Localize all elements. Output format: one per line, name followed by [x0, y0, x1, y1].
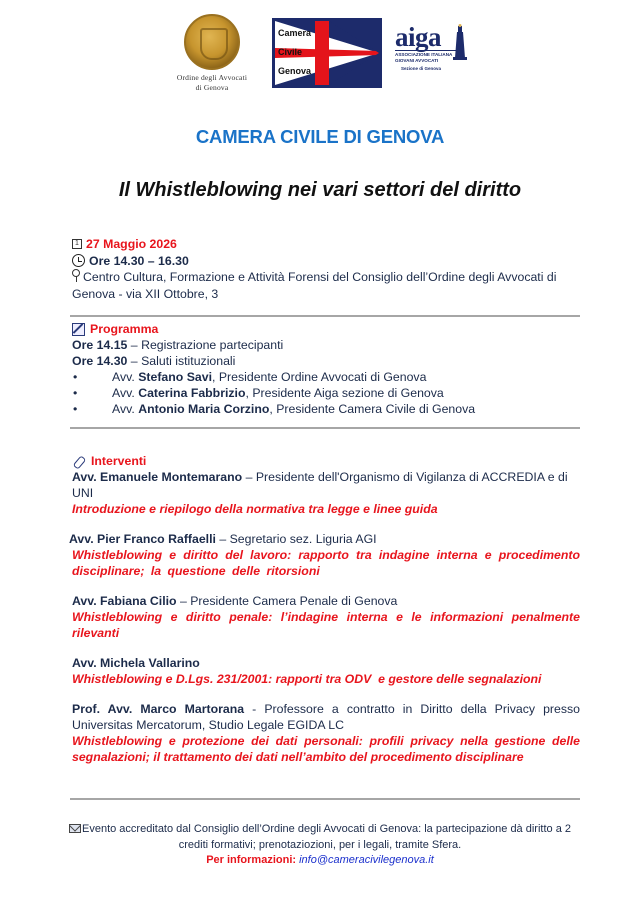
talk-topic: Introduzione e riepilogo della normativa tra legge e linee guida	[72, 502, 438, 516]
speaker-block	[72, 593, 580, 641]
speaker-line: Avv. Michela Vallarino	[72, 656, 200, 670]
speaker-line: Avv. Pier Franco Raffaelli – Segretario sez. Liguria AGI	[69, 532, 377, 546]
divider	[70, 315, 580, 317]
bullet-icon	[72, 369, 112, 385]
ordine-seal-icon	[184, 14, 240, 70]
event-info	[72, 236, 592, 302]
contact-line: Per informazioni: info@cameracivilegenova.it	[206, 854, 434, 866]
schedule-item: Ore 14.30 – Saluti istituzionali	[72, 354, 236, 368]
bullet-icon	[72, 401, 112, 417]
pin-icon	[72, 269, 80, 281]
accreditation-note: Evento accreditato dal Consiglio dell’Ordine degli Avvocati di Genova: la partecipazione dà diritto a 2 crediti formativi; prenotaziozioni, per i legali, tramite Sfera.	[60, 822, 580, 853]
talk-topic: Whistleblowing e diritto penale: l’indagine interna e le informazioni penalmente rilevanti	[72, 610, 580, 640]
aiga-subtitle: ASSOCIAZIONE ITALIANA GIOVANI AVVOCATI	[395, 50, 457, 63]
speaker-block	[72, 701, 580, 765]
talk-topic: Whistleblowing e diritto del lavoro: rapporto tra indagine interna e procedimento disciplinare; la questione delle ritorsioni	[72, 548, 580, 578]
schedule-item: Ore 14.15 – Registrazione partecipanti	[72, 338, 284, 352]
camera-logo-text: Camera Civile Genova	[278, 28, 312, 76]
event-title: Il Whistleblowing nei vari settori del diritto	[118, 179, 522, 201]
speaker-line: Avv. Emanuele Montemarano – Presidente dell'Organismo di Vigilanza di ACCREDIA e di UNI	[72, 470, 568, 500]
greeting-item: • Avv. Stefano Savi, Presidente Ordine Avvocati di Genova	[72, 369, 592, 385]
speaker-line: Prof. Avv. Marco Martorana - Professore a contratto in Diritto della Privacy presso Universitas Mercatorum, Studio Legale EGIDA LC	[72, 702, 580, 732]
location-row	[72, 269, 592, 302]
speaker-line: Avv. Fabiana Cilio – Presidente Camera Penale di Genova	[72, 594, 398, 608]
speaker-block	[69, 531, 580, 579]
lighthouse-icon	[453, 24, 467, 60]
interventi-section	[69, 453, 580, 779]
date-row	[72, 236, 592, 253]
greeting-item: • Avv. Antonio Maria Corzino, Presidente Camera Civile di Genova	[72, 401, 592, 417]
microphone-icon	[72, 455, 86, 467]
talk-topic: Whistleblowing e protezione dei dati personali: profili privacy nella gestione delle segnalazioni; il trattamento dei dati nell’ambito del procedimento disciplinare	[72, 734, 580, 764]
logo-aiga	[395, 24, 475, 84]
footer	[60, 822, 580, 869]
event-date: 27 Maggio 2026	[86, 237, 177, 251]
bullet-icon	[72, 385, 112, 401]
speaker-block	[72, 655, 580, 687]
calendar-icon: 1	[72, 239, 82, 249]
greeting-item: • Avv. Caterina Fabbrizio, Presidente Aiga sezione di Genova	[72, 385, 592, 401]
event-time: Ore 14.30 – 16.30	[89, 253, 189, 268]
event-location: Centro Cultura, Formazione e Attività Forensi del Consiglio dell’Ordine degli Avvocati di Genova - via XII Ottobre, 3	[72, 270, 557, 301]
interventi-heading: Interventi	[72, 453, 580, 469]
ordine-logo-text: Ordine degli Avvocati di Genova	[176, 73, 248, 92]
clock-icon	[72, 254, 85, 267]
divider	[70, 798, 580, 800]
notepad-icon	[72, 323, 85, 336]
logo-ordine-avvocati	[162, 14, 262, 93]
email-link[interactable]: info@cameracivilegenova.it	[299, 854, 434, 866]
speaker-block	[72, 469, 580, 517]
envelope-icon	[69, 824, 81, 833]
logo-bar	[0, 14, 640, 94]
talk-topic: Whistleblowing e D.Lgs. 231/2001: rapporti tra ODV e gestore delle segnalazioni	[72, 672, 542, 686]
programma-heading: Programma	[72, 321, 592, 337]
aiga-wordmark: aiga	[395, 22, 442, 52]
aiga-section: Sezione di Genova	[401, 66, 442, 71]
time-row	[72, 253, 592, 270]
logo-camera-civile	[272, 18, 382, 88]
organization-title: CAMERA CIVILE DI GENOVA	[195, 126, 445, 147]
programma-section	[72, 321, 592, 417]
divider	[70, 427, 580, 429]
